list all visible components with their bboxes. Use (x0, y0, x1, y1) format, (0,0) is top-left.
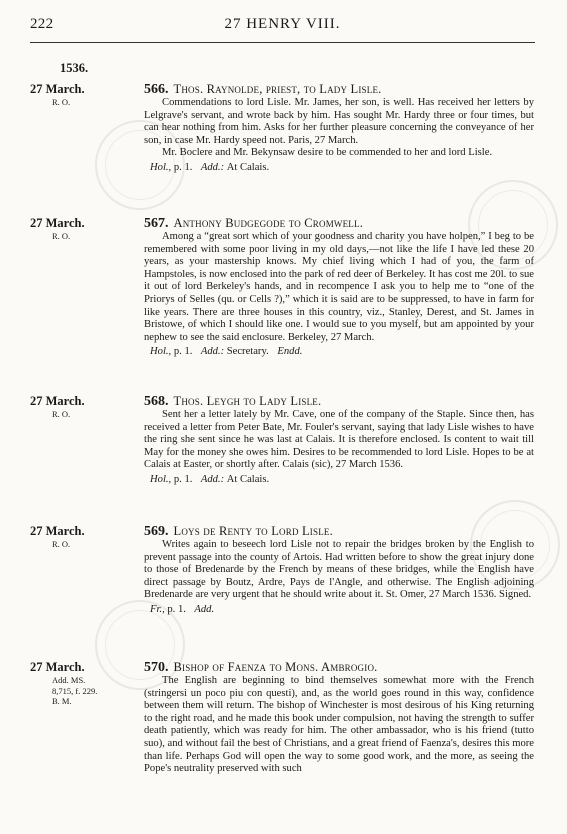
page-number: 222 (30, 16, 54, 32)
entry-physical-note: Hol., p. 1. Add.: At Calais. (150, 473, 270, 485)
entry-source: B. M. (52, 696, 72, 706)
entry-source: Add. MS. (52, 675, 86, 685)
entry-heading (144, 394, 534, 409)
entry-title: Loys de Renty to Lord Lisle. (173, 524, 333, 538)
entry-body (144, 216, 534, 358)
entry-physical-note: Hol., p. 1. Add.: At Calais. (150, 161, 270, 173)
entry-body (144, 660, 534, 776)
entry-paragraph: Mr. Boclere and Mr. Bekynsaw desire to be commended to her and lord Lisle. (162, 147, 493, 159)
entry-heading (144, 216, 534, 231)
entry-source: R. O. (52, 97, 71, 107)
entry-paragraph: The English are beginning to bind themselves somewhat more with the French (stringersi un poco piu con questi), and, as the world goes round in this way, confidence between them will return. The bishop of Winchester is most desirous of his King returning to the right road, and he made this book under compulsion, not having the strength to suffer death patiently, which was ready for him. The other ambassador, who is his friend (tutto suo), and without fail the best of Christians, and a great friend of Faenza's, desires this more than life. Perhaps God will open the way to some good work, and the more, as seeing the Pope's neutrality preserved with such (144, 675, 534, 775)
entry-body (144, 82, 534, 174)
entry-title: Thos. Leygh to Lady Lisle. (173, 394, 322, 408)
entry-number: 570. (144, 660, 169, 675)
entry-source: 8,715, f. 229. (52, 685, 98, 696)
entry-number: 566. (144, 82, 169, 97)
entry-margin (30, 394, 142, 420)
entry-physical-note: Fr., p. 1. Add. (150, 603, 215, 615)
entry-body (144, 394, 534, 486)
entry-paragraph: Writes again to beseech lord Lisle not to repair the bridges broken by the English to prevent passage into the county of Artois. Had written before to show the great injury done to those of Bredenarde by the French by means of these bridges, while the English have direct passage by Boutz, Ardre, Pays de l'Angle, and otherwise. The English adjoining Bredenarde are very urgent that he should write about it. St. Omer, 27 March 1536. Signed. (144, 539, 534, 601)
entry-date: 27 March. (30, 82, 85, 96)
entry-number: 569. (144, 524, 169, 539)
entry-heading (144, 660, 534, 675)
entry-heading (144, 524, 534, 539)
entry-margin (30, 660, 142, 707)
entry-date: 27 March. (30, 524, 85, 538)
entry-source: R. O. (52, 539, 71, 549)
entry-number: 568. (144, 394, 169, 409)
entry-margin (30, 216, 142, 242)
year-heading: 1536. (60, 61, 89, 75)
entry-margin (30, 82, 142, 108)
entry-paragraph: Among a “great sort which of your goodness and charity you have holpen,” I beg to be remembered with some poor living in my old days,—not like the life I have led these 20 years, as your mastership knows. My chief living which I had of you, the farm of Hampstoles, is now enclosed into the park of red deer of Berkeley. It has cost me 20l. to sue it out of lord Berkeley's hands, and in recompence I ask you to help me to “one of the Priorys of Selles (qu. or Cells ?),” which it is said are to be suppressed, to have in farm for like years. There are three houses in this country, viz., Stanley, Derest, and St. James in Bristowe, of which I should like one. I would sue to you myself, but am appointed by your nephew to see the said enclosure. Berkeley, 27 March. (144, 231, 534, 343)
entry-heading (144, 82, 534, 97)
entry-physical-note: Hol., p. 1. Add.: Secretary. Endd. (150, 346, 303, 358)
header-rule (30, 42, 535, 43)
entry-number: 567. (144, 216, 169, 231)
entry-source: R. O. (52, 409, 71, 419)
entry-title: Thos. Raynolde, priest, to Lady Lisle. (173, 82, 382, 96)
entry-date: 27 March. (30, 216, 85, 230)
running-title: 27 HENRY VIII. (224, 16, 341, 32)
entry-date: 27 March. (30, 660, 85, 674)
entry-paragraph: Commendations to lord Lisle. Mr. James, her son, is well. Has received her letters by Lelgrave's servant, and wrote back by him. Has sought Mr. Hardy three or four times, but can hear nothing from him. Asks for her further pleasure concerning the conveyance of her son, in case Mr. Hardy speed not. Paris, 27 March. (144, 97, 534, 146)
entry-title: Anthony Budgegode to Cromwell. (173, 216, 364, 230)
entry-source: R. O. (52, 231, 71, 241)
running-head (30, 16, 535, 38)
entry-date: 27 March. (30, 394, 85, 408)
entry-paragraph: Sent her a letter lately by Mr. Cave, one of the company of the Staple. Since then, has received a letter from Peter Bate, Mr. Fouler's servant, saying that lady Lisle wishes to have the ring she sent since he was last at Calais. It is therefore enclosed. Is content to wait till May for the money she owes him. Desires to be recommended to lord Lisle. Hopes to be at Calais at Easter, or shortly after. Calais (sic), 27 March 1536. (144, 409, 534, 471)
entry-title: Bishop of Faenza to Mons. Ambrogio. (173, 660, 378, 674)
entry-margin (30, 524, 142, 550)
entry-body (144, 524, 534, 616)
